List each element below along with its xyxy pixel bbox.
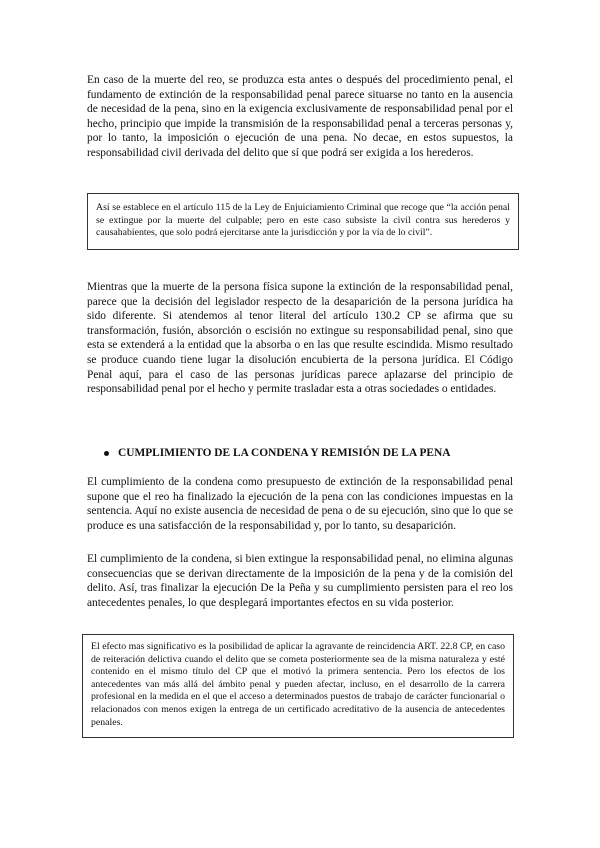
quote-box-lecrim <box>87 193 519 250</box>
quote-box-reincidencia <box>82 634 514 738</box>
quote-box-lecrim-text: Así se establece en el artículo 115 de la Ley de Enjuiciamiento Criminal que recoge que “la acción penal se extingue por la muerte del culpable; pero en este caso subsiste la civil contra sus herederos y causahabientes, que solo podrá ejercitarse ante la jurisdicción y por la vía de lo civil”. <box>96 202 510 239</box>
quote-box-reincidencia-text: El efecto mas significativo es la posibilidad de aplicar la agravante de reincidencia ART. 22.8 CP, en caso de reiteración delictiva cuando el delito que se cometa posteriormente sea de la misma naturaleza y esté contenido en el mismo título del CP que el motivó la primera sentencia. Pero los efectos de los antecedentes van más allá del ámbito penal y pueden afectar, incluso, en el desarrollo de la carrera profesional en la medida en el que el acceso a determinados puestos de trabajo de carácter funcionarial o relacionados con menos exigen la entrega de un certificado acreditativo de la ausencia de antecedentes penales. <box>91 641 505 728</box>
paragraph-antecedentes: El cumplimiento de la condena, si bien extingue la responsabilidad penal, no elimina algunas consecuencias que se derivan directamente de la imposición de la pena y de la comisión del delito. Así, tras finalizar la ejecución De la Peña y su cumplimiento persisten para el reo los antecedentes penales, lo que desplegará importantes efectos en su vida posterior. <box>87 553 513 609</box>
paragraph-persona-juridica: Mientras que la muerte de la persona física supone la extinción de la responsabilidad penal, parece que la decisión del legislador respecto de la desaparición de la persona jurídica ha sido diferente. Si atendemos al tenor literal del artículo 130.2 CP se afirma que su transformación, fusión, absorción o escisión no extingue su responsabilidad penal, sino que esta se extenderá a la entidad que la absorba o en las que resulte escindida. Mismo resultado se produce cuando tiene lugar la disolución encubierta de la persona jurídica. El Código Penal aquí, para el caso de las personas jurídicas parece aplazarse del principio de responsabilidad penal por el hecho y permite trasladar esta a otras sociedades o entidades. <box>87 281 513 396</box>
section-heading: CUMPLIMIENTO DE LA CONDENA Y REMISIÓN DE LA PENA <box>118 447 451 459</box>
paragraph-muerte-reo: En caso de la muerte del reo, se produzca esta antes o después del procedimiento penal, el fundamento de extinción de la responsabilidad penal parece situarse no tanto en la ausencia de necesidad de la pena, sino en la exigencia exclusivamente de responsabilidad penal por el hecho, principio que impide la transmisión de la responsabilidad penal a terceras personas y, por lo tanto, la imposición o ejecución de una pena. No decae, en estos supuestos, la responsabilidad civil derivada del delito que sí que podrá ser exigida a los herederos. <box>87 74 513 159</box>
paragraph-cumplimiento: El cumplimiento de la condena como presupuesto de extinción de la responsabilidad penal supone que el reo ha finalizado la ejecución de la pena con las condiciones impuestas en la sentencia. Aquí no existe ausencia de necesidad de pena o de su ejecución, sino que lo que se produce es una satisfacción de la responsabilidad y, por lo tanto, su desaparición. <box>87 476 513 532</box>
bullet-icon <box>104 451 109 456</box>
